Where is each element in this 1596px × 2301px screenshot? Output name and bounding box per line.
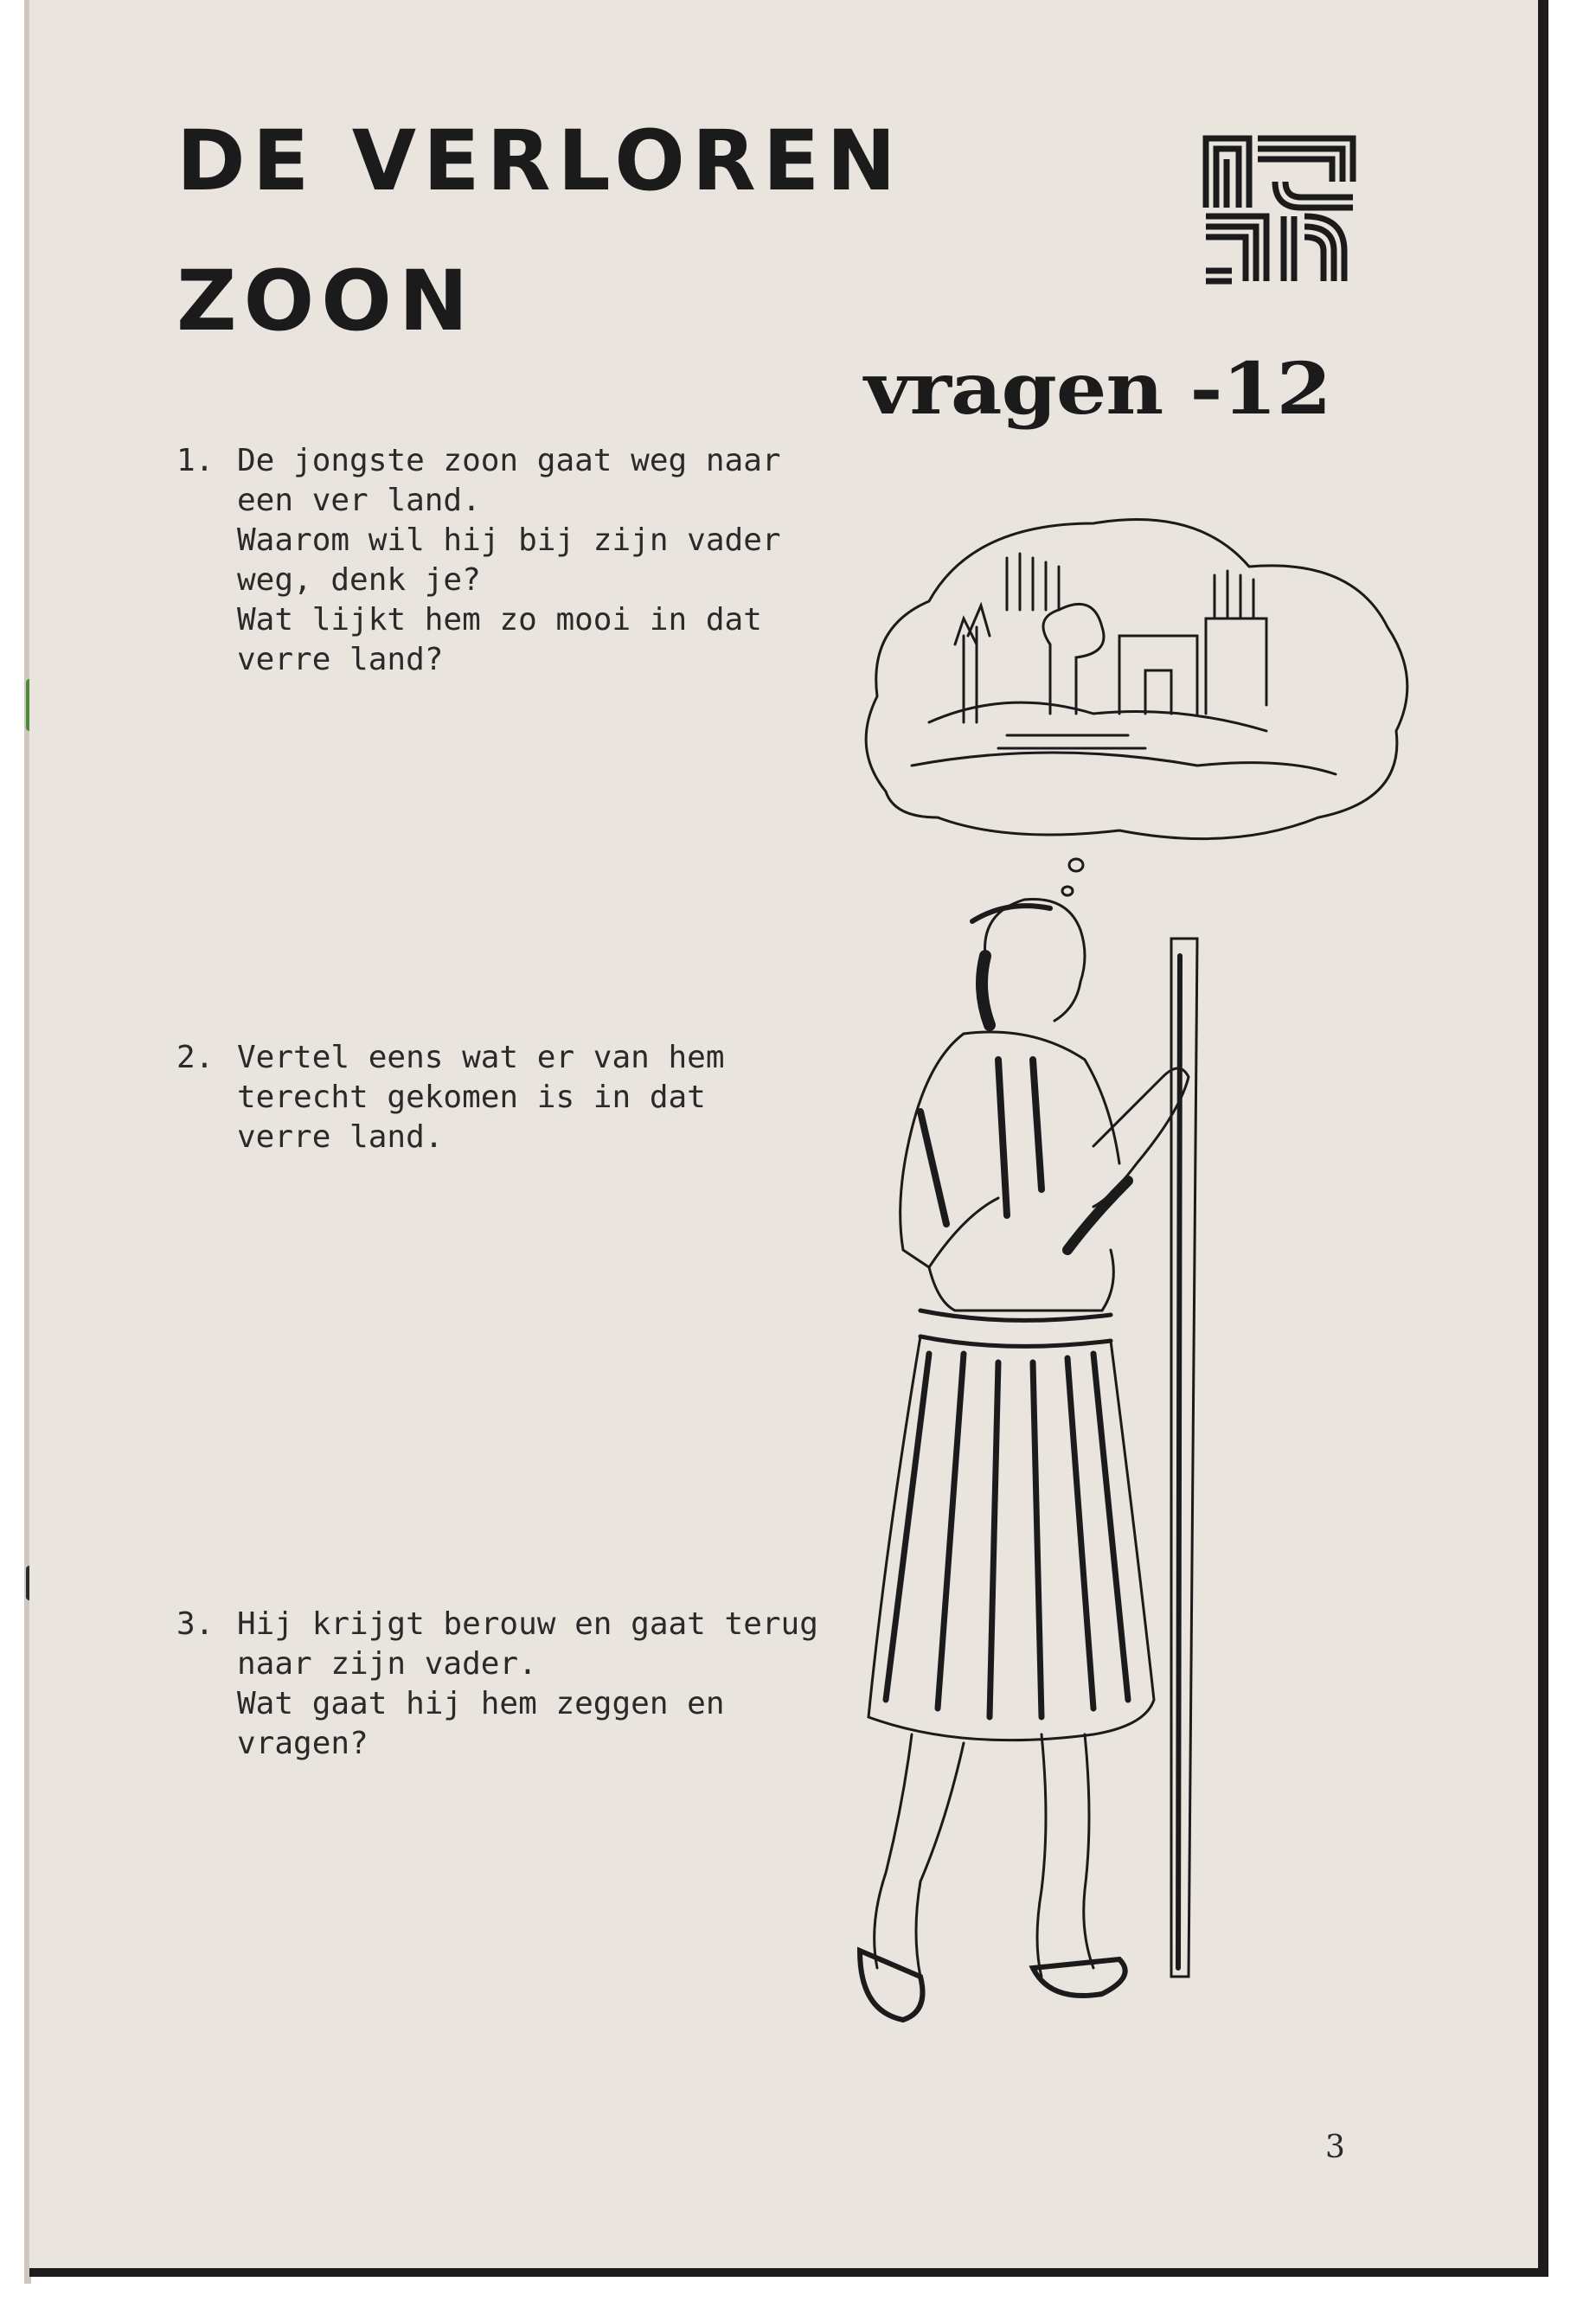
question-line: een ver land. <box>237 483 481 518</box>
question-line: Wat gaat hij hem zeggen en <box>237 1686 725 1721</box>
question-line: naar zijn vader. <box>237 1646 537 1682</box>
subtitle-vragen: vragen -12 <box>864 346 1331 431</box>
question-line: verre land? <box>237 642 444 677</box>
question-line: weg, denk je? <box>237 562 481 598</box>
question-number: 2. <box>176 1040 215 1075</box>
question-line: Vertel eens wat er van hem <box>237 1040 725 1075</box>
question-line: Waarom wil hij bij zijn vader <box>237 522 781 558</box>
title-line-2: ZOON <box>176 253 476 349</box>
maze-logo-icon <box>1197 130 1362 290</box>
question-3 <box>176 1605 869 1764</box>
question-2 <box>176 1038 869 1157</box>
question-line: terecht gekomen is in dat <box>237 1080 706 1115</box>
question-1 <box>176 441 869 680</box>
page-number: 3 <box>1325 2130 1345 2165</box>
question-line: vragen? <box>237 1726 369 1761</box>
title-line-1: DE VERLOREN <box>176 112 903 209</box>
document-page <box>29 0 1548 2277</box>
question-number: 1. <box>176 443 215 478</box>
question-line: Hij krijgt berouw en gaat terug <box>237 1606 818 1642</box>
walking-son-illustration <box>834 506 1422 2029</box>
question-line: De jongste zoon gaat weg naar <box>237 443 781 478</box>
question-line: Wat lijkt hem zo mooi in dat <box>237 602 762 638</box>
question-number: 3. <box>176 1606 215 1642</box>
question-line: verre land. <box>237 1119 444 1155</box>
